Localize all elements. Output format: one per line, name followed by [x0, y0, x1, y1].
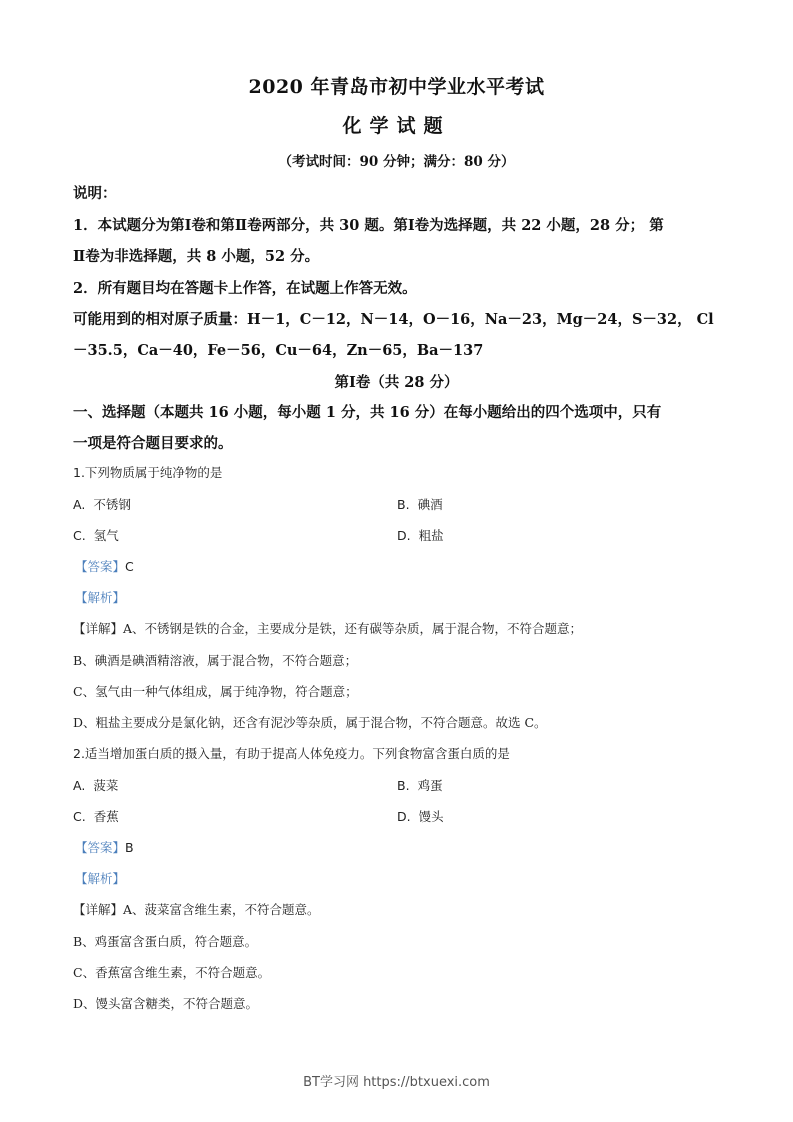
analysis-tag: 【解析】 [75, 590, 126, 605]
question-1-stem: 1.下列物质属于纯净物的是 [73, 465, 223, 480]
option-label: C. [73, 809, 86, 824]
question-1-detail-c: C、氢气由一种气体组成，属于纯净物，符合题意； [73, 684, 358, 699]
question-1-option-c [73, 526, 119, 544]
option-label: C. [73, 528, 86, 543]
question-2-detail-b: B、鸡蛋富含蛋白质，符合题意。 [73, 934, 258, 949]
question-2-analysis [75, 869, 125, 887]
option-text: 粗盐 [418, 528, 444, 543]
atomic-mass-line-1: 可能用到的相对原子质量：H－1，C－12，N－14，O－16，Na－23，Mg－24，S－32， Cl [73, 311, 714, 328]
option-text: 不锈钢 [93, 497, 131, 512]
question-1-detail-b: B、碘酒是碘酒精溶液，属于混合物，不符合题意； [73, 653, 358, 668]
question-1-option-d [397, 526, 444, 544]
option-text: 氢气 [93, 528, 119, 543]
section-title: 第Ⅰ卷（共 28 分） [334, 374, 459, 391]
exam-title: 2020 年青岛市初中学业水平考试 [248, 76, 545, 98]
question-2-option-d [397, 807, 444, 825]
question-2-detail-a [73, 900, 320, 918]
instruction-item-2: 2．所有题目均在答题卡上作答，在试题上作答无效。 [73, 280, 417, 297]
instruction-item-1-cont: Ⅱ卷为非选择题，共 8 小题，52 分。 [73, 248, 320, 265]
option-text: 碘酒 [417, 497, 443, 512]
option-text: 香蕉 [93, 809, 119, 824]
question-1-detail-d: D、粗盐主要成分是氯化钠，还含有泥沙等杂质，属于混合物，不符合题意。故选 C。 [73, 715, 547, 730]
question-1-option-b [397, 495, 443, 513]
option-text: 馒头 [418, 809, 444, 824]
answer-value: B [125, 840, 134, 855]
question-1-answer [75, 557, 134, 575]
detail-text: A、菠菜富含维生素，不符合题意。 [123, 902, 320, 917]
atomic-mass-line-2: －35.5，Ca－40，Fe－56，Cu－64，Zn－65，Ba－137 [73, 342, 484, 359]
question-2-detail-c: C、香蕉富含维生素，不符合题意。 [73, 965, 271, 980]
answer-tag: 【答案】 [75, 559, 126, 574]
section-desc: 一、选择题（本题共 16 小题，每小题 1 分，共 16 分）在每小题给出的四个选项中，只有 [73, 404, 662, 421]
option-label: D. [397, 809, 411, 824]
option-label: D. [397, 528, 411, 543]
option-label: A. [73, 778, 86, 793]
answer-value: C [125, 559, 134, 574]
question-1-option-a [73, 495, 131, 513]
question-2-option-a [73, 776, 118, 794]
instruction-item-1: 1．本试题分为第Ⅰ卷和第Ⅱ卷两部分，共 30 题。第Ⅰ卷为选择题，共 22 小题，28 分； 第 [73, 217, 664, 234]
question-2-option-b [397, 776, 443, 794]
option-label: B. [397, 497, 410, 512]
question-1-detail-a [73, 619, 582, 637]
question-2-answer [75, 838, 134, 856]
question-2-stem: 2.适当增加蛋白质的摄入量，有助于提高人体免疫力。下列食物富含蛋白质的是 [73, 746, 510, 761]
detail-text: A、不锈钢是铁的合金，主要成分是铁，还有碳等杂质，属于混合物，不符合题意； [123, 621, 583, 636]
question-1-analysis [75, 588, 125, 606]
option-text: 鸡蛋 [417, 778, 443, 793]
exam-meta: （考试时间：90 分钟；满分：80 分） [278, 154, 515, 170]
option-label: A. [73, 497, 86, 512]
option-label: B. [397, 778, 410, 793]
instructions-heading: 说明： [73, 185, 117, 202]
option-text: 菠菜 [93, 778, 119, 793]
analysis-tag: 【解析】 [75, 871, 126, 886]
detail-tag: 【详解】 [73, 902, 124, 917]
footer-watermark: BT学习网 https://btxuexi.com [303, 1075, 490, 1090]
question-2-option-c [73, 807, 119, 825]
answer-tag: 【答案】 [75, 840, 126, 855]
detail-tag: 【详解】 [73, 621, 124, 636]
question-2-detail-d: D、馒头富含糖类，不符合题意。 [73, 996, 259, 1011]
section-desc-cont: 一项是符合题目要求的。 [73, 435, 233, 452]
exam-subject: 化学试题 [342, 115, 451, 137]
